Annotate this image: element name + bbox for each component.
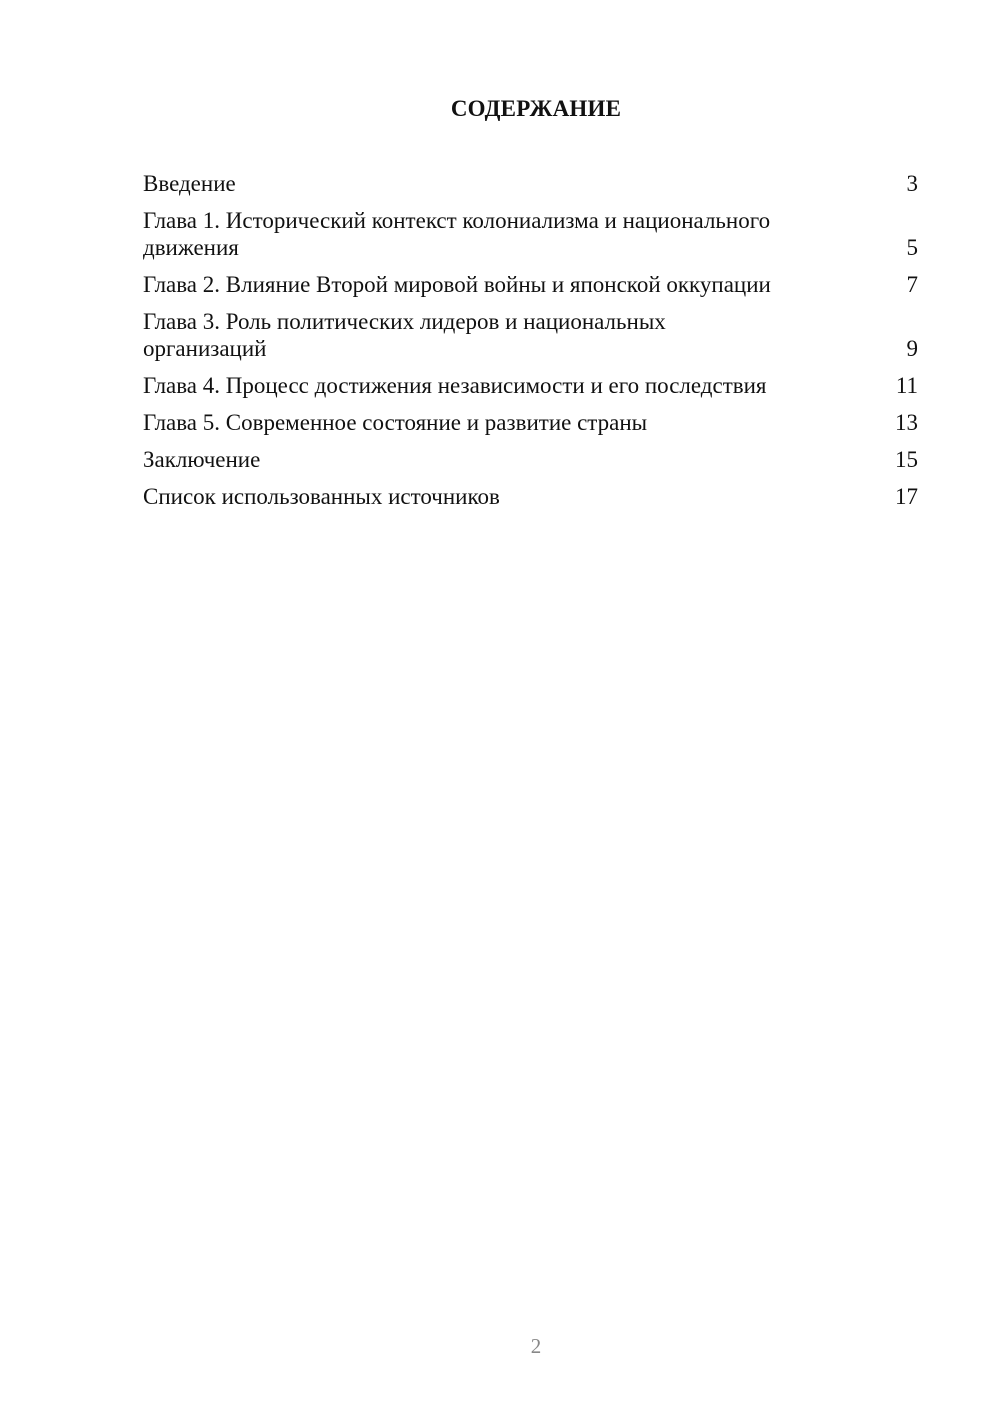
toc-entry-page: 17 <box>895 484 918 509</box>
table-of-contents <box>143 170 918 520</box>
toc-entry-label: Глава 3. Роль политических лидеров и национальных организаций <box>143 309 666 361</box>
toc-entry-references[interactable] <box>143 483 918 510</box>
toc-entry-page: 13 <box>895 410 918 435</box>
toc-entry-label: Глава 1. Исторический контекст колониализма и национального движения <box>143 208 771 260</box>
toc-entry-page: 5 <box>906 235 918 260</box>
toc-entry-label: Заключение <box>143 447 261 472</box>
toc-entry-page: 11 <box>895 373 918 398</box>
toc-entry-page: 9 <box>906 336 918 361</box>
page-number: 2 <box>530 1334 542 1358</box>
toc-entry-introduction[interactable] <box>143 170 918 197</box>
toc-entry-page: 3 <box>906 171 918 196</box>
toc-entry-page: 15 <box>895 447 918 472</box>
toc-entry-chapter-4[interactable] <box>143 372 918 399</box>
toc-entry-label: Список использованных источников <box>143 484 500 509</box>
toc-entry-conclusion[interactable] <box>143 446 918 473</box>
toc-entry-page: 7 <box>906 272 918 297</box>
toc-title: СОДЕРЖАНИЕ <box>450 96 622 121</box>
toc-entry-chapter-2[interactable] <box>143 271 918 298</box>
toc-entry-label: Введение <box>143 171 236 196</box>
toc-entry-label: Глава 2. Влияние Второй мировой войны и японской оккупации <box>143 272 771 297</box>
toc-entry-chapter-3[interactable] <box>143 308 918 362</box>
toc-entry-label: Глава 4. Процесс достижения независимости и его последствия <box>143 373 767 398</box>
toc-entry-chapter-1[interactable] <box>143 207 918 261</box>
toc-entry-chapter-5[interactable] <box>143 409 918 436</box>
toc-entry-label: Глава 5. Современное состояние и развитие страны <box>143 410 648 435</box>
